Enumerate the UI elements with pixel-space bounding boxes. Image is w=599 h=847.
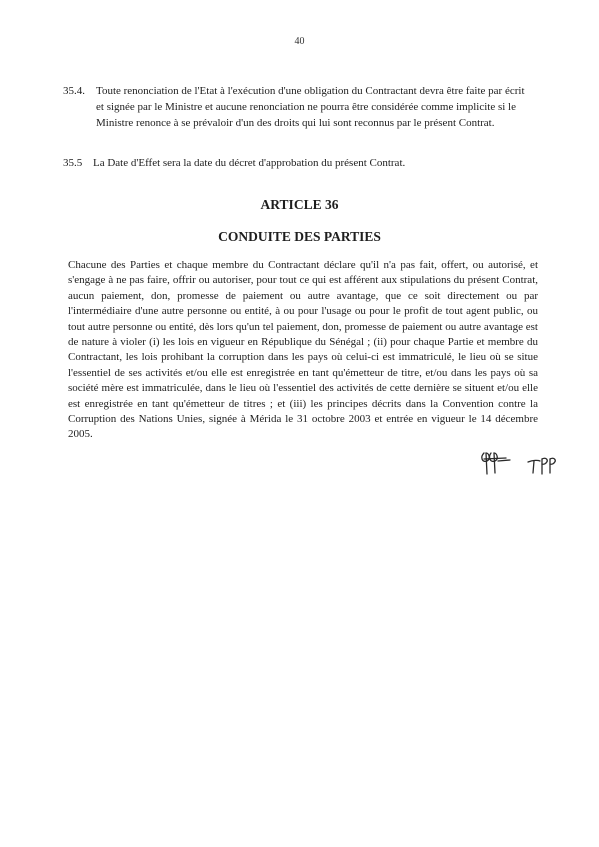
clause-35-4 [63,83,533,131]
article-title: CONDUITE DES PARTIES [218,229,381,244]
article-heading: ARTICLE 36 [260,197,339,212]
clause-number: 35.4. [63,85,85,97]
clause-number: 35.5 [63,157,83,169]
handwritten-initials [478,447,568,477]
page-number: 40 [294,36,305,47]
clause-text: La Date d'Effet sera la date du décret d'approbation du présent Contrat. [93,157,406,169]
clause-35-5 [63,155,533,171]
article-body: Chacune des Parties et chaque membre du Contractant déclare qu'il n'a pas fait, offert, ou autorisé, et s'engage à ne pas faire, offrir ou autoriser, pour tout ce qui est afférent aux stipulations du présent Contrat, aucun paiement, don, promesse de paiement ou autre avantage, que ce soit directement ou par l'intermédiaire d'une autre personne ou entité, à ou pour l'usage ou pour le profit de tout agent public, ou tout autre personne ou entité, dès lors qu'un tel paiement, don, promesse de paiement ou autre avantage est de nature à violer (i) les lois en vigueur en République du Sénégal ; (ii) pour chaque Partie et membre du Contractant, les lois prohibant la corruption dans les pays où celui-ci est immatriculé, le lieu où se situe l'essentiel de ses activités et/ou elle est enregistrée en tant qu'émetteur de titre, et/ou dans les pays où sa société mère est immatriculée, dans le lieu où l'essentiel des activités de cette dernière se situent et/ou elle est enregistrée en tant qu'émetteur de titres ; et (iii) les principes décrits dans la Convention contre la Corruption des Nations Unies, signée à Mérida le 31 octobre 2003 et entrée en vigueur le 14 décembre 2005. [68,259,538,441]
clause-text: Toute renonciation de l'Etat à l'exécution d'une obligation du Contractant devra être faite par écrit et signée par le Ministre et aucune renonciation ne pourra être considérée comme implicite si le Ministre renonce à se prévaloir d'un des droits qui lui sont reconnus par le présent Contrat. [96,85,525,129]
